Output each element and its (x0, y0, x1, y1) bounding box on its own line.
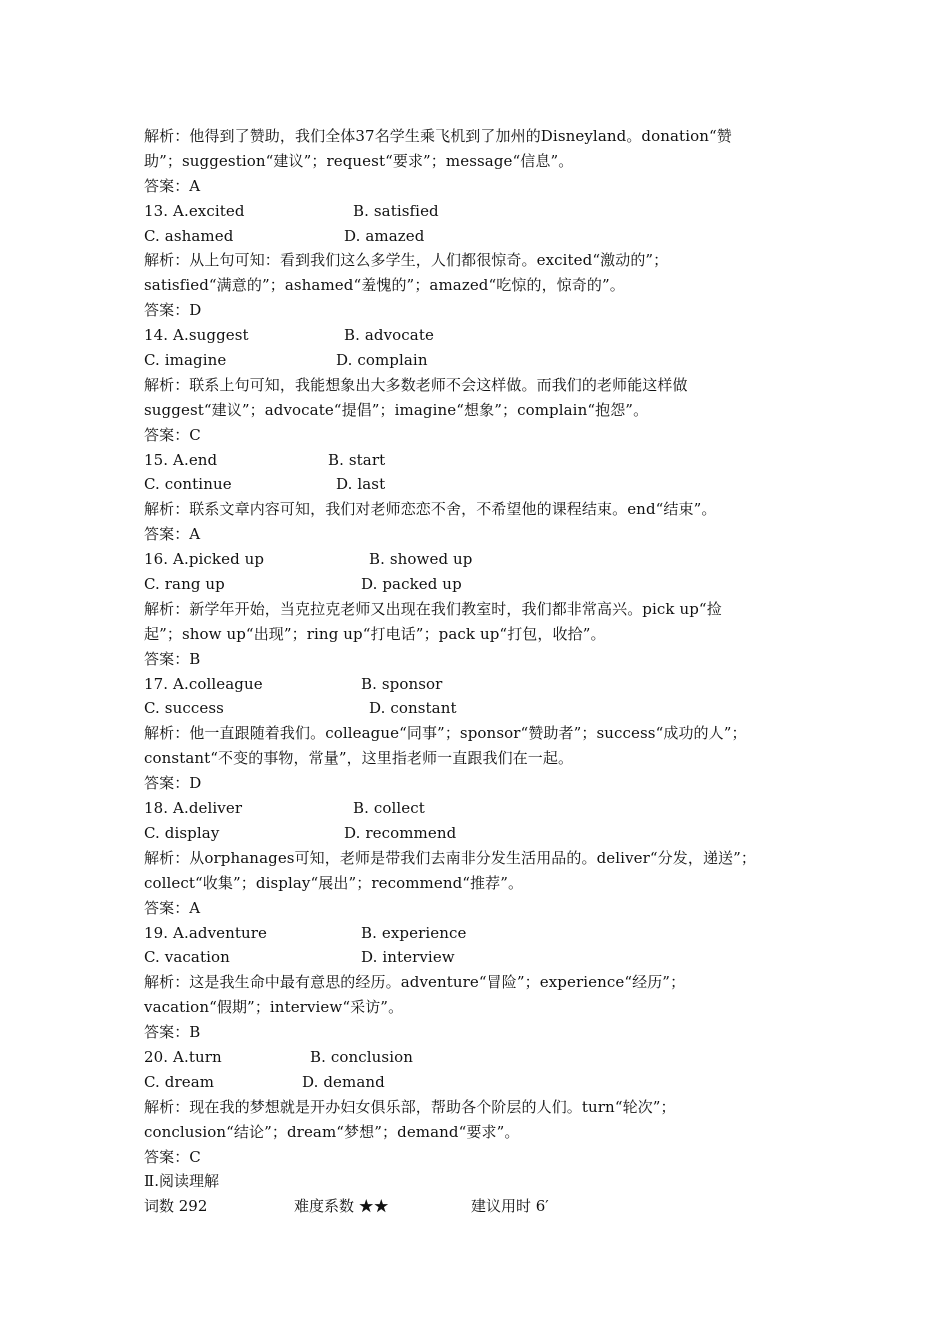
option-row (144, 672, 824, 697)
option-left: C. dream (144, 1072, 215, 1091)
question-explanations (144, 124, 824, 1169)
analysis-line: collect“收集”；display“展出”；recommend“推荐”。 (144, 873, 524, 892)
analysis-line: suggest“建议”；advocate“提倡”；imagine“想象”；complain“抱怨”。 (144, 400, 649, 419)
analysis-line: 助”；suggestion“建议”；request“要求”；message“信息”。 (144, 151, 574, 170)
option-row (144, 199, 824, 224)
option-left: 15. A.end (144, 450, 218, 469)
analysis-line: 解析：从orphanages可知，老师是带我们去南非分发生活用品的。deliver“分发，递送”； (144, 848, 757, 867)
analysis-line: 解析：联系文章内容可知，我们对老师恋恋不舍，不希望他的课程结束。end“结束”。 (144, 500, 717, 519)
option-row (144, 572, 824, 597)
option-right: D. recommend (344, 823, 457, 842)
document-page (144, 124, 824, 1219)
suggested-time: 建议用时 6′ (471, 1197, 549, 1216)
question-block (144, 547, 824, 671)
option-row (144, 224, 824, 249)
reading-meta (144, 1194, 824, 1219)
option-right: D. last (336, 475, 386, 494)
question-block (144, 199, 824, 323)
option-right: B. experience (361, 923, 467, 942)
option-right: D. amazed (344, 226, 425, 245)
option-row (144, 323, 824, 348)
analysis-line: 解析：新学年开始，当克拉克老师又出现在我们教室时，我们都非常高兴。pick up“捡 (144, 599, 722, 618)
analysis-line: 起”；show up“出现”；ring up“打电话”；pack up“打包，收拾”。 (144, 624, 606, 643)
option-row (144, 472, 824, 497)
word-count: 词数 292 (144, 1197, 208, 1216)
answer-line: 答案：D (144, 301, 202, 320)
option-left: 18. A.deliver (144, 799, 243, 818)
option-right: D. complain (336, 351, 428, 370)
analysis-line: conclusion“结论”；dream“梦想”；demand“要求”。 (144, 1122, 520, 1141)
option-row (144, 1045, 824, 1070)
analysis-line: 解析：联系上句可知，我能想象出大多数老师不会这样做。而我们的老师能这样做 (144, 375, 688, 394)
option-right: D. demand (302, 1072, 385, 1091)
option-row (144, 796, 824, 821)
question-block (144, 323, 824, 447)
option-row (144, 921, 824, 946)
option-right: B. advocate (344, 326, 434, 345)
analysis-line: 解析：现在我的梦想就是开办妇女俱乐部，帮助各个阶层的人们。turn“轮次”； (144, 1097, 676, 1116)
question-block (144, 1045, 824, 1169)
answer-line: 答案：C (144, 425, 201, 444)
option-row (144, 547, 824, 572)
analysis-line: satisfied“满意的”；ashamed“羞愧的”；amazed“吃惊的，惊奇的”。 (144, 276, 625, 295)
section-title: Ⅱ.阅读理解 (144, 1172, 219, 1191)
answer-line: 答案：B (144, 1023, 201, 1042)
answer-line: 答案：A (144, 176, 201, 195)
answer-line: 答案：D (144, 774, 202, 793)
option-row (144, 696, 824, 721)
analysis-line: 解析：他一直跟随着我们。colleague“同事”；sponsor“赞助者”；success“成功的人”； (144, 724, 747, 743)
option-right: B. conclusion (310, 1047, 413, 1066)
question-block (144, 124, 824, 199)
option-left: 16. A.picked up (144, 550, 265, 569)
option-left: C. ashamed (144, 226, 234, 245)
question-block (144, 796, 824, 920)
answer-line: 答案：A (144, 525, 201, 544)
option-left: 20. A.turn (144, 1047, 222, 1066)
answer-line: 答案：A (144, 898, 201, 917)
option-left: 14. A.suggest (144, 326, 249, 345)
option-right: D. interview (361, 948, 455, 967)
option-left: C. imagine (144, 351, 227, 370)
option-left: C. continue (144, 475, 232, 494)
analysis-line: 解析：从上句可知：看到我们这么多学生，人们都很惊奇。excited“激动的”； (144, 251, 669, 270)
analysis-line: 解析：这是我生命中最有意思的经历。adventure“冒险”；experience“经历”； (144, 973, 686, 992)
option-right: B. showed up (369, 550, 473, 569)
option-right: B. start (328, 450, 386, 469)
option-left: C. display (144, 823, 220, 842)
option-right: B. collect (353, 799, 425, 818)
option-right: D. packed up (361, 575, 462, 594)
question-block (144, 921, 824, 1045)
question-block (144, 448, 824, 548)
option-left: C. success (144, 699, 224, 718)
option-row (144, 821, 824, 846)
option-right: B. sponsor (361, 674, 443, 693)
option-left: C. vacation (144, 948, 230, 967)
option-left: C. rang up (144, 575, 225, 594)
option-left: 19. A.adventure (144, 923, 268, 942)
option-row (144, 448, 824, 473)
option-right: D. constant (369, 699, 457, 718)
analysis-line: 解析：他得到了赞助，我们全体37名学生乘飞机到了加州的Disneyland。donation“赞 (144, 127, 732, 145)
analysis-line: vacation“假期”；interview“采访”。 (144, 998, 404, 1017)
option-row (144, 1070, 824, 1095)
option-left: 17. A.colleague (144, 674, 263, 693)
option-row (144, 348, 824, 373)
question-block (144, 672, 824, 796)
option-right: B. satisfied (353, 201, 439, 220)
analysis-line: constant“不变的事物，常量”，这里指老师一直跟我们在一起。 (144, 749, 574, 768)
option-row (144, 945, 824, 970)
option-left: 13. A.excited (144, 201, 245, 220)
answer-line: 答案：B (144, 649, 201, 668)
answer-line: 答案：C (144, 1147, 201, 1166)
difficulty-rating: 难度系数 ★★ (294, 1197, 389, 1216)
